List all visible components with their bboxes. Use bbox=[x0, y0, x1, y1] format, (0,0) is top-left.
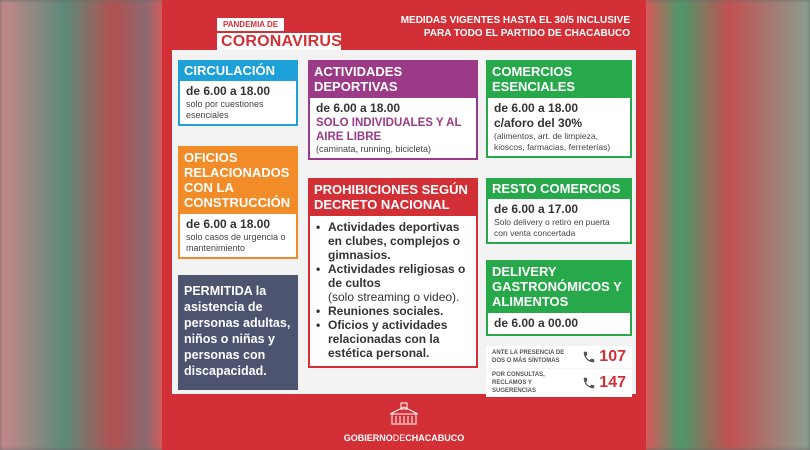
prohibiciones-list bbox=[316, 220, 470, 360]
permitida-box bbox=[178, 275, 298, 390]
list-item: • Oficios y actividades relacionadas con la estética personal. bbox=[316, 318, 470, 360]
headline bbox=[380, 14, 630, 40]
logo-top: PANDEMIA DE bbox=[217, 18, 284, 31]
headline-line2: PARA TODO EL PARTIDO DE CHACABUCO bbox=[423, 28, 630, 39]
resto-box bbox=[486, 178, 632, 244]
resto-note: Solo delivery o retiro en puerta con venta concertada bbox=[494, 217, 610, 238]
phone-number[interactable]: 107 bbox=[582, 348, 626, 366]
phone-text: ANTE LA PRESENCIA DE DOS O MÁS SÍNTOMAS bbox=[492, 350, 565, 364]
comercios-note: (alimentos, art. de limpieza, kioscos, farmacias, ferreterías) bbox=[494, 131, 611, 152]
delivery-body bbox=[486, 313, 632, 336]
deportivas-highlight: SOLO INDIVIDUALES Y AL AIRE LIBRE bbox=[316, 117, 462, 143]
oficios-body bbox=[178, 214, 298, 259]
comercios-body bbox=[486, 98, 632, 158]
phone-text: POR CONSULTAS, RECLAMOS Y SUGERENCIAS bbox=[492, 372, 545, 394]
deportivas-body bbox=[308, 98, 478, 160]
resto-hours: de 6.00 a 17.00 bbox=[494, 202, 579, 216]
phone-row-107 bbox=[486, 346, 632, 368]
deportivas-note: (caminata, running, bicicleta) bbox=[316, 144, 432, 154]
permitida-text: PERMITIDA la asistencia de personas adultas, niños o niñas y personas con discapacidad. bbox=[184, 284, 291, 378]
municipal-building-icon bbox=[389, 402, 419, 426]
oficios-box bbox=[178, 146, 298, 259]
phone-icon bbox=[582, 376, 596, 390]
oficios-hours: de 6.00 a 18.00 bbox=[186, 217, 271, 231]
poster bbox=[162, 0, 646, 450]
comercios-aforo: c/aforo del 30% bbox=[494, 116, 583, 130]
deportivas-title: ACTIVIDADES DEPORTIVAS bbox=[308, 60, 478, 98]
list-item: • Actividades deportivas en clubes, complejos o gimnasios. bbox=[316, 220, 470, 262]
comercios-hours: de 6.00 a 18.00 bbox=[494, 101, 579, 115]
list-item: • Actividades religiosas o de cultos (solo streaming o video). bbox=[316, 262, 470, 304]
oficios-note: solo casos de urgencia o mantenimiento bbox=[186, 232, 286, 253]
prohibiciones-title: PROHIBICIONES SEGÚN DECRETO NACIONAL bbox=[308, 178, 478, 216]
circulacion-title: CIRCULACIÓN bbox=[178, 60, 298, 81]
phone-number[interactable]: 147 bbox=[582, 374, 626, 392]
headline-line1: MEDIDAS VIGENTES HASTA EL 30/5 INCLUSIVE bbox=[400, 15, 630, 26]
delivery-title: DELIVERY GASTRONÓMICOS Y ALIMENTOS bbox=[486, 260, 632, 313]
oficios-title: OFICIOS RELACIONADOS CON LA CONSTRUCCIÓN bbox=[178, 146, 298, 214]
resto-title: RESTO COMERCIOS bbox=[486, 178, 632, 199]
logo-main: CORONAVIRUS bbox=[217, 33, 341, 51]
prohibiciones-box bbox=[308, 178, 478, 368]
circulacion-hours: de 6.00 a 18.00 bbox=[186, 84, 271, 98]
list-item-sub: (solo streaming o video). bbox=[328, 290, 460, 304]
list-item: • Reuniones sociales. bbox=[316, 304, 470, 318]
delivery-box bbox=[486, 260, 632, 336]
resto-body bbox=[486, 199, 632, 244]
circulacion-note: solo por cuestiones esenciales bbox=[186, 99, 264, 120]
deportivas-box bbox=[308, 60, 478, 160]
footer-logo-text: GOBIERNODECHACABUCO bbox=[343, 433, 465, 443]
phone-row-147 bbox=[486, 369, 632, 397]
circulacion-body bbox=[178, 81, 298, 126]
delivery-hours: de 6.00 a 00.00 bbox=[494, 316, 579, 330]
prohibiciones-body bbox=[308, 216, 478, 368]
comercios-box bbox=[486, 60, 632, 158]
comercios-title: COMERCIOS ESENCIALES bbox=[486, 60, 632, 98]
circulacion-box bbox=[178, 60, 298, 126]
deportivas-hours: de 6.00 a 18.00 bbox=[316, 101, 401, 115]
phone-icon bbox=[582, 350, 596, 364]
footer bbox=[162, 402, 646, 443]
